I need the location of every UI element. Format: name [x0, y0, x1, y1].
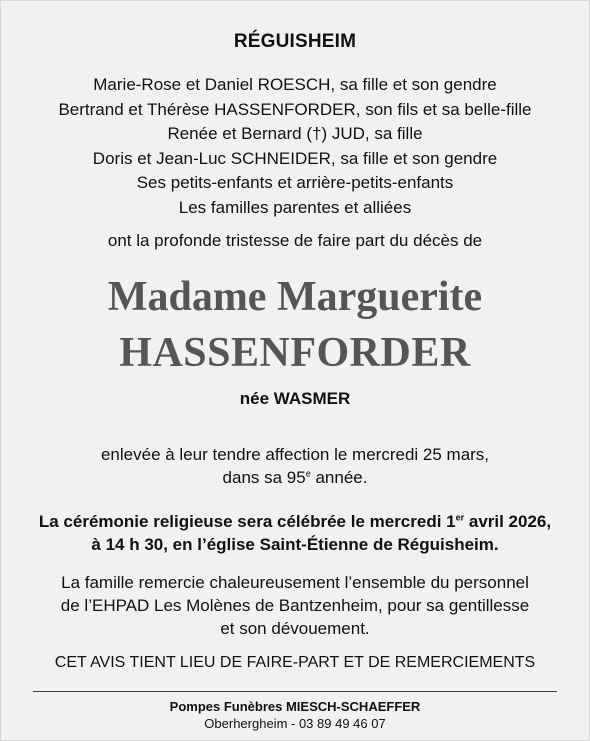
- thanks-line: et son dévouement.: [220, 619, 370, 638]
- death-line: enlevée à leur tendre affection le mercredi 25 mars,: [100, 445, 490, 464]
- family-list: [1, 73, 589, 220]
- family-line: Doris et Jean-Luc SCHNEIDER, sa fille et son gendre: [92, 148, 498, 168]
- intro-text: ont la profonde tristesse de faire part du décès de: [107, 231, 483, 250]
- family-line: Renée et Bernard (†) JUD, sa fille: [167, 124, 423, 143]
- age-prefix: dans sa 95: [222, 468, 306, 487]
- ceremony-ordinal: er: [455, 512, 465, 523]
- funeral-home-name: Pompes Funèbres MIESCH-SCHAEFFER: [169, 699, 421, 714]
- thanks-line: de l’EHPAD Les Molènes de Bantzenheim, pour sa gentillesse: [60, 596, 530, 615]
- ceremony-line: [1, 510, 589, 533]
- age-suffix: année.: [310, 468, 368, 487]
- funeral-home-contact: Oberhergheim - 03 89 49 46 07: [204, 716, 386, 731]
- ceremony-line: à 14 h 30, en l’église Saint-Étienne de Réguisheim.: [91, 535, 499, 554]
- maiden-name: née WASMER: [239, 389, 351, 408]
- family-line: Ses petits-enfants et arrière-petits-enfants: [136, 173, 454, 192]
- death-details: [1, 443, 589, 489]
- ceremony-details: [1, 510, 589, 556]
- family-line: Les familles parentes et alliées: [178, 197, 412, 217]
- divider: [33, 691, 557, 692]
- age-ordinal: e: [305, 468, 311, 479]
- thanks-text: [1, 571, 589, 640]
- ceremony-suffix: avril 2026,: [464, 512, 552, 531]
- thanks-line: La famille remercie chaleureusement l’ensemble du personnel: [61, 573, 529, 592]
- town-heading: RÉGUISHEIM: [233, 31, 357, 52]
- family-line: Marie-Rose et Daniel ROESCH, sa fille et son gendre: [93, 75, 497, 94]
- family-line: Bertrand et Thérèse HASSENFORDER, son fils et sa belle-fille: [58, 99, 532, 119]
- age-line: [1, 466, 589, 489]
- ceremony-prefix: La cérémonie religieuse sera célébrée le mercredi 1: [38, 512, 456, 531]
- notice-statement: CET AVIS TIENT LIEU DE FAIRE-PART ET DE REMERCIEMENTS: [54, 654, 536, 671]
- deceased-first-name: Madame Marguerite: [107, 274, 483, 320]
- deceased-last-name: HASSENFORDER: [119, 330, 471, 376]
